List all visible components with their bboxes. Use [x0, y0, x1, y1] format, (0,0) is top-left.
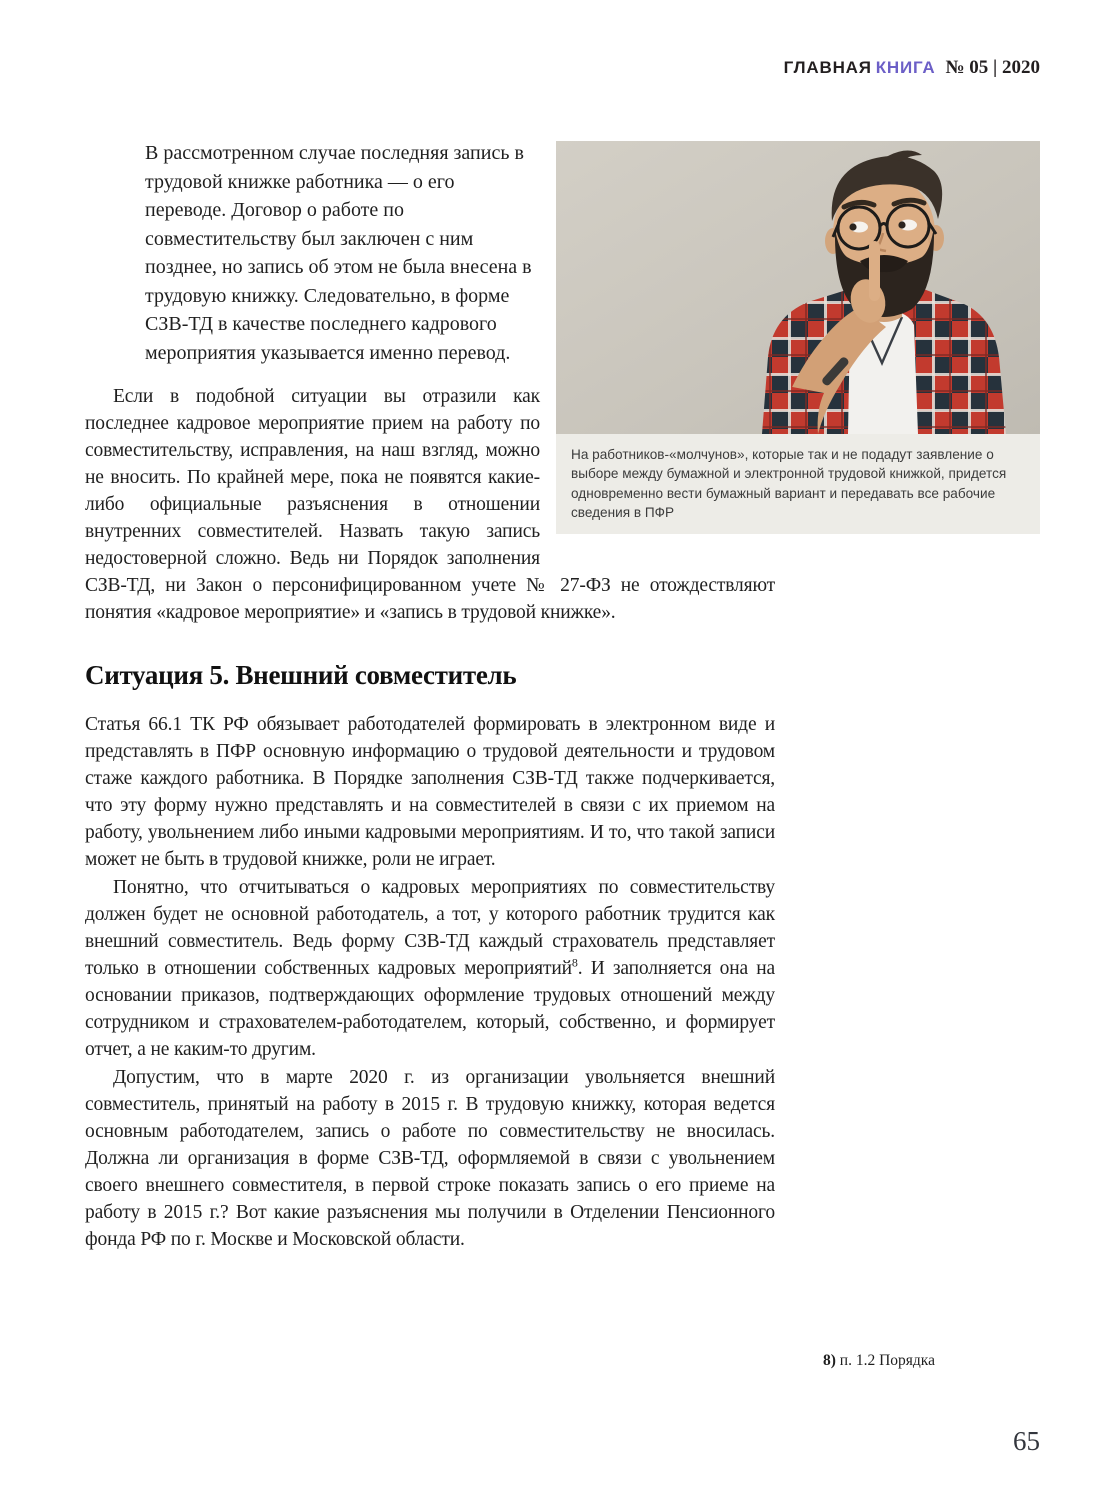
right-pupil — [898, 221, 905, 228]
lead-paragraph: В рассмотренном случае последняя запись в трудовой книжке работника — о его переводе. Договор о работе по совместительству был заключен с ним позднее, но запись об этом не была внесена в трудовую книжку. Следовательно, в форме СЗВ-ТД в качестве последнего кадрового мероприятия указывается именно перевод. — [145, 142, 532, 364]
article-body — [85, 139, 1007, 1253]
body-paragraph-5: Допустим, что в марте 2020 г. из организации увольняется внешний совместитель, принятый на работу в 2015 г. В трудовую книжку, которая ведется основным работодателем, запись о работе по совместительству не вносилась. Должна ли организация в форме СЗВ-ТД, оформляемой в связи с увольнением своего внешнего совместителя, в первой строке показать запись о его приеме на работу в 2015 г.? Вот какие разъяснения мы получили в Отделении Пенсионного фонда РФ по г. Москве и Московской области. — [85, 1067, 775, 1250]
footnote-text: п. 1.2 Порядка — [835, 1352, 935, 1369]
body-paragraph-2: Если в подобной ситуации вы отразили как последнее кадровое мероприятие прием на работу по совместительству, исправления, на наш взгляд, можно не вносить. По крайней мере, пока не появятся какие-либо официальные разъяснения в отношении внутренних совместителей. Назвать такую запись недостоверной сложно. Ведь ни Порядок заполнения СЗВ-ТД, ни Закон о персонифицированном учете № 27-ФЗ не отождествляют понятия «кадровое мероприятие» и «запись в трудовой книжке». — [85, 386, 775, 623]
photo-caption: На работников-«молчунов», которые так и не подадут заявление о выборе между бумажной и электронной трудовой книжкой, придется одновременно вести бумажный вариант и передавать все рабочие сведения в ПФР — [556, 434, 1040, 534]
left-pupil — [849, 223, 856, 230]
para4-text-before: Понятно, что отчитываться о кадровых мероприятиях по совместительству должен будет не основной работодатель, а тот, у которого работник трудится как внешний совместитель. Ведь форму СЗВ-ТД каждый страхователь представляет только в отношении собственных кадровых мероприятий — [85, 877, 775, 979]
section-heading: Ситуация 5. Внешний совместитель — [85, 660, 517, 690]
footnote-marker: 8) — [823, 1352, 836, 1369]
page-number: 65 — [1013, 1426, 1040, 1456]
footnote-reference-8: 8 — [571, 955, 578, 970]
photo-block — [556, 141, 1040, 534]
brand-name-accent: КНИГА — [875, 58, 936, 77]
index-finger — [869, 241, 880, 301]
brand-name-black: ГЛАВНАЯ — [783, 58, 872, 77]
body-paragraph-3: Статья 66.1 ТК РФ обязывает работодателей формировать в электронном виде и представлять в ПФР основную информацию о трудовой деятельности и трудовом стаже каждого работника. В Порядке заполнения СЗВ-ТД также подчеркивается, что эту форму нужно представлять и на совместителей в связи с их приемом на работу, увольнением либо иными кадровыми мероприятиям. И то, что такой записи может не быть в трудовой книжке, роли не играет. — [85, 714, 775, 870]
para4-text-after: . И заполняется она на основании приказов, подтверждающих оформление трудовых отношений между сотрудником и страхователем-работодателем, который, собственно, и формирует отчет, а не каким-то другим. — [85, 958, 775, 1060]
margin-footnote — [823, 1352, 935, 1370]
body-paragraph-4 — [85, 874, 775, 1063]
issue-number: № 05 | 2020 — [945, 57, 1040, 78]
running-head — [0, 0, 1104, 79]
man-shushing-photo — [556, 141, 1040, 434]
